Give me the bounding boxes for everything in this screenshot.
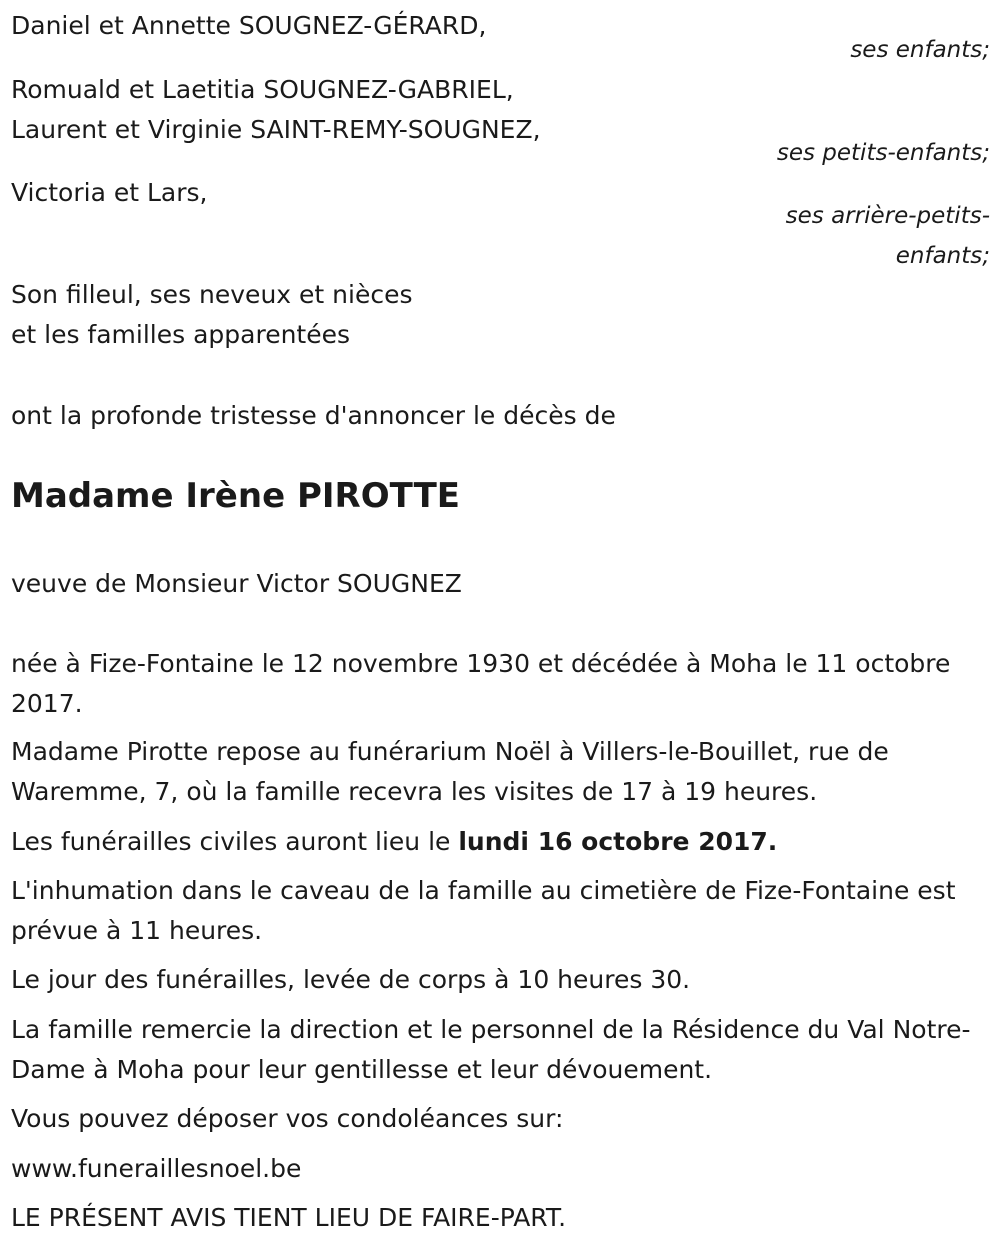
grandchildren-names-2: Laurent et Virginie SAINT-REMY-SOUGNEZ,: [11, 115, 541, 144]
relatives-line-1: Son filleul, ses neveux et nièces: [11, 280, 413, 309]
grandchildren-role: ses petits-enfants;: [776, 140, 990, 166]
children-names: Daniel et Annette SOUGNEZ-GÉRARD,: [11, 11, 487, 40]
greatgrandchildren-role-2: enfants;: [895, 243, 990, 269]
condolences-info: Vous pouvez déposer vos condoléances sur:: [11, 1104, 564, 1133]
funeral-prefix: Les funérailles civiles auront lieu le: [11, 827, 459, 856]
relatives-line-2: et les familles apparentées: [11, 320, 351, 349]
birth-death: née à Fize-Fontaine le 12 novembre 1930 et décédée à Moha le 11 octobre 2017.: [11, 649, 951, 718]
greatgrandchildren-names: Victoria et Lars,: [11, 178, 208, 207]
thanks-info: La famille remercie la direction et le personnel de la Résidence du Val Notre-Dame à Moha pour leur gentillesse et leur dévouement.: [11, 1015, 971, 1084]
website-link[interactable]: www.funeraillesnoel.be: [11, 1154, 302, 1183]
rests-info: Madame Pirotte repose au funérarium Noël à Villers-le-Bouillet, rue de Waremme, 7, où la famille recevra les visites de 17 à 19 heures.: [11, 737, 889, 806]
greatgrandchildren-role-1: ses arrière-petits-: [785, 203, 990, 229]
grandchildren-names-1: Romuald et Laetitia SOUGNEZ-GABRIEL,: [11, 75, 514, 104]
burial-info: L'inhumation dans le caveau de la famille au cimetière de Fize-Fontaine est prévue à 11 heures.: [11, 876, 956, 945]
funeral-date: lundi 16 octobre 2017.: [458, 827, 778, 856]
announcement: ont la profonde tristesse d'annoncer le décès de: [11, 401, 616, 430]
funeral-info: [11, 822, 986, 862]
children-role: ses enfants;: [850, 37, 990, 63]
deceased-name: Madame Irène PIROTTE: [11, 476, 461, 516]
widow-of: veuve de Monsieur Victor SOUGNEZ: [11, 569, 462, 598]
notice: LE PRÉSENT AVIS TIENT LIEU DE FAIRE-PART.: [11, 1203, 567, 1232]
departure-info: Le jour des funérailles, levée de corps à 10 heures 30.: [11, 965, 691, 994]
